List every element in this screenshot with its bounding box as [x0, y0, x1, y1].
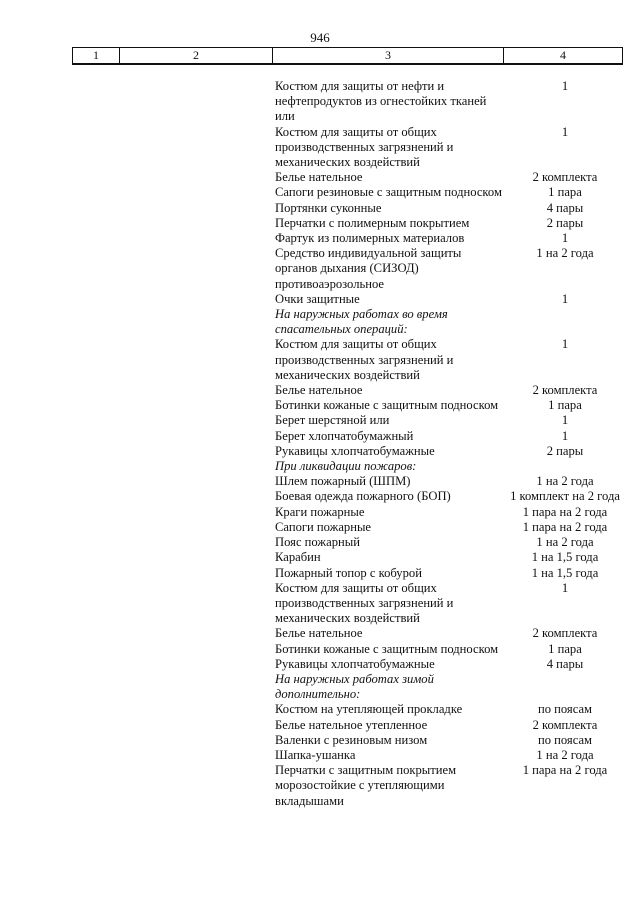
table-row [275, 626, 621, 641]
item-name: Ботинки кожаные с защитным подноском [275, 641, 499, 656]
table-row [275, 429, 621, 444]
item-name: Краги пожарные [275, 504, 365, 519]
item-quantity: по поясам [537, 702, 593, 717]
item-name: Рукавицы хлопчатобумажные [275, 656, 435, 671]
item-name: Сапоги резиновые с защитным подноском [275, 185, 502, 200]
item-name: Белье нательное [275, 170, 363, 185]
item-quantity: 4 пары [546, 200, 584, 215]
item-name: Пояс пожарный [275, 535, 360, 550]
table-body [275, 79, 621, 809]
table-row [275, 505, 621, 520]
item-name: Сапоги пожарные [275, 519, 372, 534]
item-quantity: 1 пара [548, 641, 582, 656]
item-name: Валенки с резиновым низом [275, 732, 428, 747]
item-name: Рукавицы хлопчатобумажные [275, 443, 435, 458]
table-row [275, 748, 621, 763]
item-quantity: 1 на 1,5 года [531, 565, 599, 580]
item-quantity: 2 комплекта [532, 170, 598, 185]
table-row [275, 125, 621, 171]
item-quantity: 2 комплекта [532, 626, 598, 641]
item-name: Костюм для защиты от общих производственных загрязнений и механических воздействий [275, 337, 454, 382]
item-name: Перчатки с защитным покрытием морозостойкие с утепляющими вкладышами [275, 763, 457, 808]
item-quantity: 1 пара на 2 года [522, 763, 608, 778]
item-quantity: 1 [561, 580, 569, 595]
table-row [275, 337, 621, 383]
section-heading: При ликвидации пожаров: [275, 459, 417, 474]
item-quantity [509, 459, 621, 474]
table-row [275, 383, 621, 398]
table-row [275, 520, 621, 535]
item-quantity: 1 [561, 337, 569, 352]
item-name: Костюм для защиты от общих производственных загрязнений и механических воздействий [275, 580, 454, 626]
item-quantity: 1 комплект на 2 года [510, 489, 620, 504]
item-quantity: 1 [561, 231, 569, 246]
table-row [275, 292, 621, 307]
table-row [275, 185, 621, 200]
item-name: Белье нательное [275, 383, 363, 398]
item-quantity: 1 на 2 года [536, 474, 594, 489]
item-quantity: 1 на 2 года [536, 747, 594, 762]
item-name: Костюм для защиты от общих производственных загрязнений и механических воздействий [275, 124, 454, 170]
item-name: Пожарный топор с кобурой [275, 565, 422, 580]
item-name: Карабин [275, 550, 321, 565]
item-quantity: 1 пара на 2 года [522, 519, 608, 534]
table-row [275, 444, 621, 459]
table-row [275, 642, 621, 657]
item-name: Очки защитные [275, 291, 360, 306]
item-name: Перчатки с полимерным покрытием [275, 215, 470, 230]
item-quantity: 1 [561, 413, 569, 428]
item-quantity: 2 комплекта [532, 383, 598, 398]
item-quantity: 1 на 2 года [536, 535, 594, 550]
item-quantity: 1 пара на 2 года [522, 504, 608, 519]
item-quantity: 1 [561, 79, 569, 93]
table-row [275, 489, 621, 504]
item-name: Фартук из полимерных материалов [275, 231, 465, 246]
item-quantity: 4 пары [546, 656, 584, 671]
item-name: Белье нательное [275, 626, 363, 641]
item-quantity: 1 пара [548, 185, 582, 200]
table-row [275, 398, 621, 413]
table-row [275, 733, 621, 748]
item-quantity [509, 307, 621, 337]
item-quantity: 2 пары [546, 443, 584, 458]
table-row [275, 246, 621, 292]
item-quantity: 1 [561, 291, 569, 306]
table-row [275, 581, 621, 627]
header-col-2: 2 [120, 48, 273, 63]
table-row [275, 763, 621, 809]
item-name: Костюм для защиты от нефти и нефтепродуктов из огнестойких тканей или [275, 79, 487, 124]
item-quantity [509, 672, 621, 702]
header-col-4: 4 [560, 48, 566, 62]
item-name: Боевая одежда пожарного (БОП) [275, 489, 451, 504]
item-quantity: 1 [561, 428, 569, 443]
table-header [72, 47, 623, 65]
item-name: Ботинки кожаные с защитным подноском [275, 398, 499, 413]
table-row [275, 474, 621, 489]
section-heading-row [275, 307, 621, 337]
table-row [275, 657, 621, 672]
item-quantity: 1 [561, 124, 569, 139]
table-row [275, 216, 621, 231]
table-row [275, 566, 621, 581]
section-heading-row [275, 672, 621, 702]
item-name: Средство индивидуальной защиты органов дыхания (СИЗОД) противоаэрозольное [275, 246, 462, 291]
table-row [275, 702, 621, 717]
item-quantity: 1 на 1,5 года [531, 550, 599, 565]
section-heading: На наружных работах зимой дополнительно: [275, 671, 434, 702]
header-col-3: 3 [273, 48, 504, 63]
table-row [275, 535, 621, 550]
item-quantity: 1 пара [548, 398, 582, 413]
section-heading-row [275, 459, 621, 474]
item-quantity: 2 пары [546, 215, 584, 230]
table-row [275, 550, 621, 565]
item-name: Костюм на утепляющей прокладке [275, 702, 463, 717]
page-number: 946 [310, 30, 330, 45]
item-name: Берет хлопчатобумажный [275, 428, 414, 443]
item-name: Белье нательное утепленное [275, 717, 428, 732]
header-col-1: 1 [73, 48, 120, 63]
table-row [275, 231, 621, 246]
table-row [275, 79, 621, 125]
item-name: Берет шерстяной или [275, 413, 390, 428]
item-name: Портянки суконные [275, 200, 382, 215]
section-heading: На наружных работах во время спасательных операций: [275, 307, 448, 337]
item-name: Шлем пожарный (ШПМ) [275, 474, 411, 489]
table-row [275, 718, 621, 733]
table-row [275, 201, 621, 216]
table-row [275, 170, 621, 185]
item-quantity: 2 комплекта [532, 717, 598, 732]
table-row [275, 413, 621, 428]
item-quantity: 1 на 2 года [536, 246, 594, 261]
item-name: Шапка-ушанка [275, 747, 356, 762]
item-quantity: по поясам [537, 732, 593, 747]
